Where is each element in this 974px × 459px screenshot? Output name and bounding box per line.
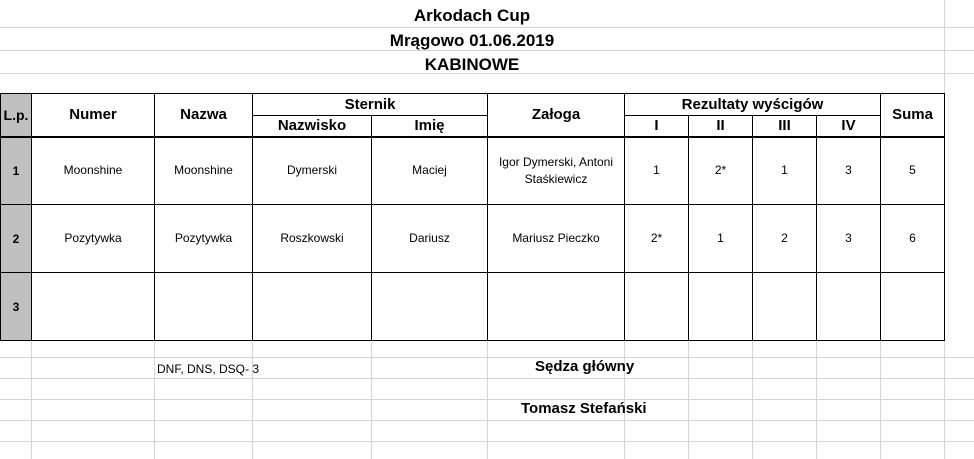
- row-suma: 5: [881, 137, 945, 205]
- row-numer: [32, 273, 155, 341]
- header-suma: Suma: [881, 94, 945, 137]
- row-zaloga: [488, 273, 625, 341]
- row-zaloga: Igor Dymerski, Antoni Staśkiewicz: [488, 137, 625, 205]
- header-sternik: Sternik: [253, 94, 488, 116]
- row-race-3: 1: [753, 137, 817, 205]
- row-zaloga: Mariusz Pieczko: [488, 205, 625, 273]
- header-nazwa: Nazwa: [155, 94, 253, 137]
- table-row: [1, 137, 945, 205]
- table-row: [1, 205, 945, 273]
- row-lp: 3: [1, 273, 32, 341]
- row-race-3: 2: [753, 205, 817, 273]
- header-race-4: IV: [817, 116, 881, 137]
- header-rezultaty: Rezultaty wyścigów: [625, 94, 881, 116]
- header-race-3: III: [753, 116, 817, 137]
- row-imie: Dariusz: [372, 205, 488, 273]
- row-lp: 2: [1, 205, 32, 273]
- row-nazwa: [155, 273, 253, 341]
- penalty-note: DNF, DNS, DSQ- 3: [157, 362, 260, 376]
- row-numer: Pozytywka: [32, 205, 155, 273]
- row-numer: Moonshine: [32, 137, 155, 205]
- table-row: [1, 273, 945, 341]
- row-race-1: 2*: [625, 205, 689, 273]
- header-lp: L.p.: [1, 94, 32, 137]
- judge-name: Tomasz Stefański: [521, 400, 647, 417]
- row-suma: 6: [881, 205, 945, 273]
- row-suma: [881, 273, 945, 341]
- row-imie: Maciej: [372, 137, 488, 205]
- row-race-2: 2*: [689, 137, 753, 205]
- row-race-4: 3: [817, 205, 881, 273]
- row-race-1: [625, 273, 689, 341]
- row-lp: 1: [1, 137, 32, 205]
- row-race-4: [817, 273, 881, 341]
- header-race-1: I: [625, 116, 689, 137]
- header-imie: Imię: [372, 116, 488, 137]
- row-nazwisko: Dymerski: [253, 137, 372, 205]
- row-race-3: [753, 273, 817, 341]
- row-race-2: [689, 273, 753, 341]
- row-race-1: 1: [625, 137, 689, 205]
- title-class: KABINOWE: [424, 55, 520, 74]
- row-nazwisko: [253, 273, 372, 341]
- title-event: Arkodach Cup: [413, 6, 531, 25]
- row-race-2: 1: [689, 205, 753, 273]
- row-nazwisko: Roszkowski: [253, 205, 372, 273]
- row-race-4: 3: [817, 137, 881, 205]
- row-imie: [372, 273, 488, 341]
- header-nazwisko: Nazwisko: [253, 116, 372, 137]
- header-race-2: II: [689, 116, 753, 137]
- judge-label: Sędza główny: [535, 358, 635, 375]
- row-nazwa: Pozytywka: [155, 205, 253, 273]
- row-nazwa: Moonshine: [155, 137, 253, 205]
- header-zaloga: Załoga: [488, 94, 625, 137]
- header-numer: Numer: [32, 94, 155, 137]
- title-location-date: Mrągowo 01.06.2019: [389, 31, 555, 50]
- results-table: [0, 93, 945, 341]
- header-row-1: [1, 94, 945, 116]
